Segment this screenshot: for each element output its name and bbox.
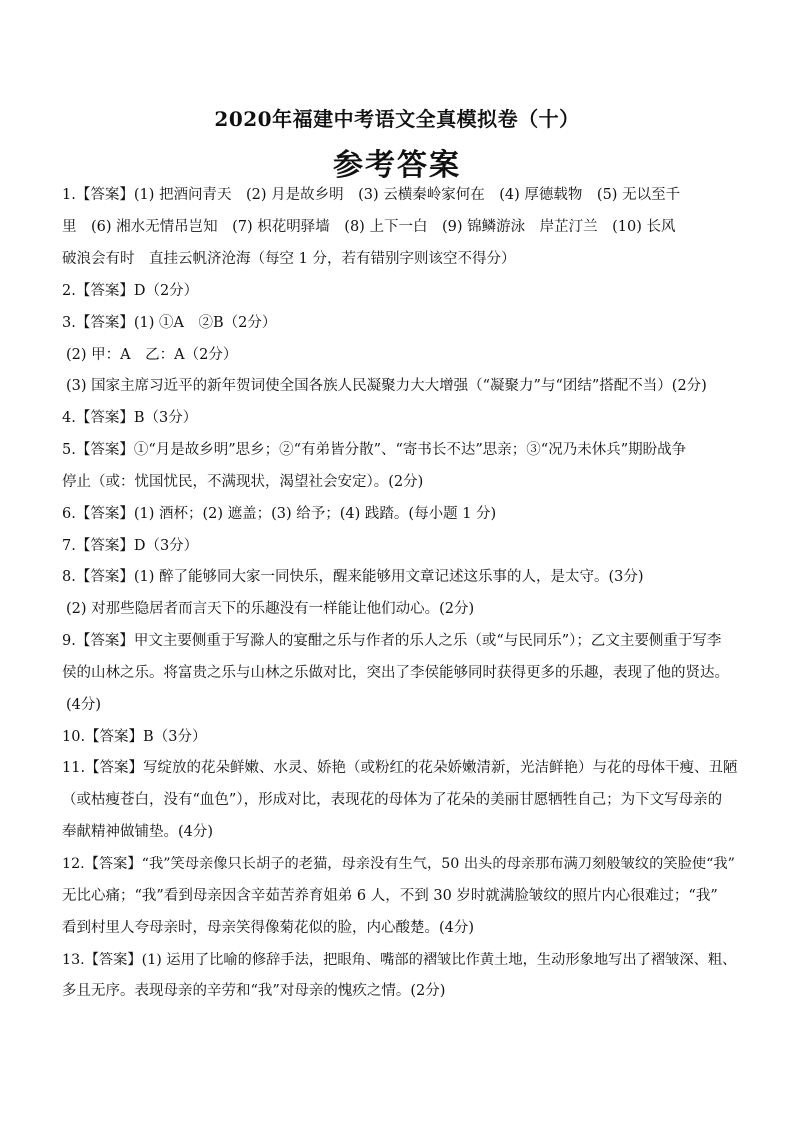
answer-line: 奉献精神做铺垫。(4分) xyxy=(62,824,214,840)
answer-line: (3) 国家主席习近平的新年贺词使全国各族人民凝聚力大大增强（“凝聚力”与“团结”搭配不当）(2分) xyxy=(66,378,707,394)
answer-line: （或枯瘦苍白，没有“血色”），形成对比，表现花的母体为了花朵的美丽甘愿牺牲自己；为下文写母亲的 xyxy=(62,792,723,808)
answer-line: 无比心痛；“我”看到母亲因含辛茹苦养育姐弟 6 人，不到 30 岁时就满脸皱纹的照片内心很难过；“我” xyxy=(62,888,718,904)
answer-line: 3.【答案】(1) ①A ②B（2分） xyxy=(62,315,277,331)
answer-line: 停止（或：忧国忧民，不满现状，渴望社会安定）。(2分) xyxy=(62,474,424,490)
answer-line: 8.【答案】(1) 醉了能够同大家一同快乐，醒来能够用文章记述这乐事的人，是太守。(3分) xyxy=(62,569,644,585)
answer-line: 11.【答案】写绽放的花朵鲜嫩、水灵、娇艳（或粉红的花朵娇嫩清新，光洁鲜艳）与花的母体干瘦、丑陋 xyxy=(62,760,738,776)
document-subtitle: 参考答案 xyxy=(333,148,461,183)
answer-line: 6.【答案】(1) 酒杯；(2) 遮盖；(3) 给予；(4) 践踏。(每小题 1 分) xyxy=(62,506,497,522)
answer-line: 4.【答案】B（3分） xyxy=(62,410,198,426)
answer-line: (4分) xyxy=(66,697,102,713)
answer-line: 多且无序。表现母亲的辛劳和“我”对母亲的愧疚之情。(2分) xyxy=(62,983,446,999)
answer-line: 2.【答案】D（2分） xyxy=(62,283,199,299)
answer-line: 里 (6) 湘水无情吊岂知 (7) 枳花明驿墙 (8) 上下一白 (9) 锦鳞游泳 岸芷汀兰 (10) 长风 xyxy=(62,219,676,235)
answer-line: 侯的山林之乐。将富贵之乐与山林之乐做对比，突出了李侯能够同时获得更多的乐趣，表现了他的贤达。 xyxy=(62,665,729,681)
answer-line: 9.【答案】甲文主要侧重于写滁人的宴酣之乐与作者的乐人之乐（或“与民同乐”）；乙文主要侧重于写李 xyxy=(62,633,722,649)
document-title: 2020年福建中考语文全真模拟卷（十） xyxy=(214,107,580,131)
answer-line: 7.【答案】D（3分） xyxy=(62,538,199,554)
answer-line: (2) 对那些隐居者而言天下的乐趣没有一样能让他们动心。(2分) xyxy=(66,601,475,617)
answer-line: 破浪会有时 直挂云帆济沧海（每空 1 分，若有错别字则该空不得分） xyxy=(62,251,516,267)
answer-line: 13.【答案】(1) 运用了比喻的修辞手法，把眼角、嘴部的褶皱比作黄土地，生动形象地写出了褶皱深、粗、 xyxy=(62,952,737,968)
answer-line: 看到村里人夸母亲时，母亲笑得像菊花似的脸，内心酸楚。(4分) xyxy=(62,920,475,936)
answer-line: 12.【答案】“我”笑母亲像只长胡子的老猫，母亲没有生气，50 出头的母亲那布满刀刻般皱纹的笑脸使“我” xyxy=(62,856,735,872)
answer-line: 10.【答案】B（3分） xyxy=(62,729,207,745)
answer-line: 1.【答案】(1) 把酒问青天 (2) 月是故乡明 (3) 云横秦岭家何在 (4) 厚德载物 (5) 无以至千 xyxy=(62,187,681,203)
answer-line: 5.【答案】①“月是故乡明”思乡；②“有弟皆分散”、“寄书长不达”思亲；③“况乃未休兵”期盼战争 xyxy=(62,442,687,458)
answer-line: (2) 甲：A 乙：A（2分） xyxy=(66,347,238,363)
